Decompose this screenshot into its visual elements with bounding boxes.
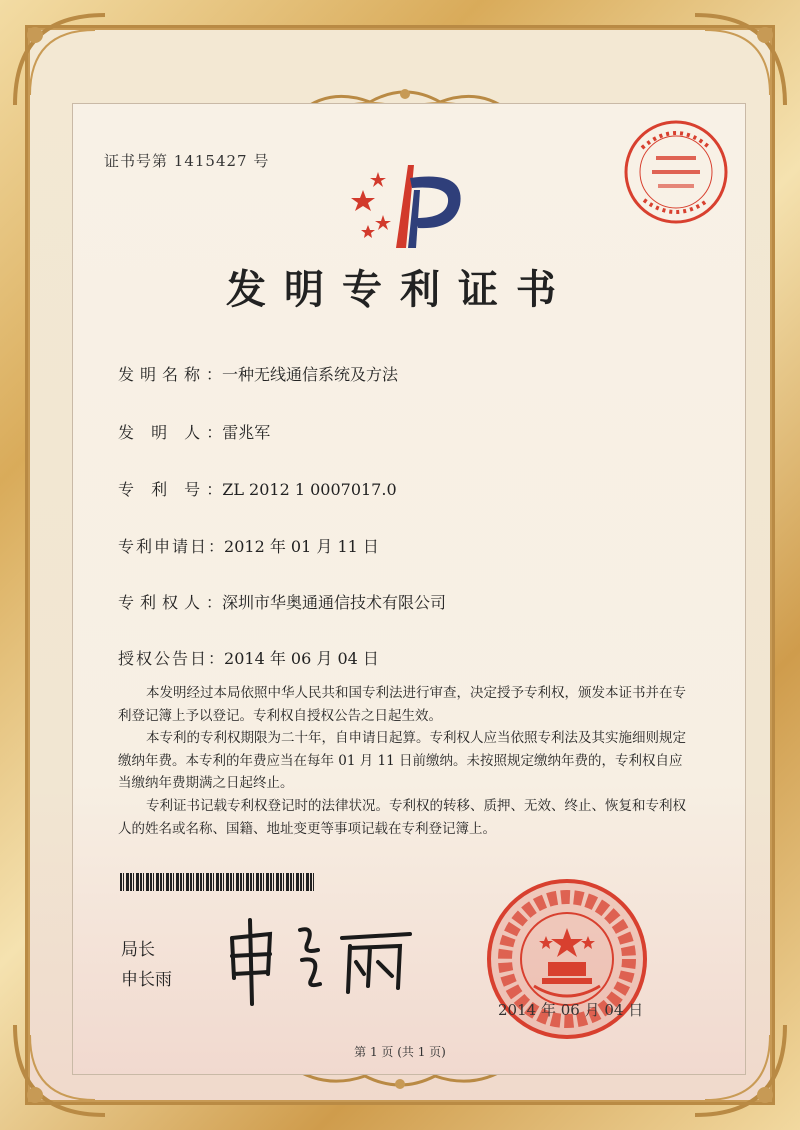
field-inventor: 发 明 人：雷兆军 [118,423,271,442]
ornament-top-left [5,5,115,115]
paragraph-1: 本发明经过本局依照中华人民共和国专利法进行审查，决定授予专利权，颁发本证书并在专利登记簿上予以登记。专利权自授权公告之日起生效。 [118,685,686,724]
field-invention-name: 发明名称：一种无线通信系统及方法 [118,365,399,384]
certificate-number: 证书号第 1415427 号 [104,152,270,170]
certificate-title: 发明专利证书 [226,267,574,313]
field-patentee: 专利权人：深圳市华奥通通信技术有限公司 [118,593,447,612]
field-application-date-value: 2012 年 01 月 11 日 [224,537,379,556]
director-name: 申长雨 [121,970,172,990]
field-invention-name-value: 一种无线通信系统及方法 [222,365,399,384]
field-patentee-value: 深圳市华奥通通信技术有限公司 [222,593,447,612]
field-patent-number-value: ZL 2012 1 0007017.0 [222,480,397,499]
patent-office-logo [348,160,468,250]
barcode [120,873,315,891]
paragraph-2: 本专利的专利权期限为二十年，自申请日起算。专利权人应当依照专利法及其实施细则规定缴纳年费。本专利的年费应当在每年 01 月 11 日前缴纳。未按照规定缴纳年费的，专利权自应当缴纳年费期满之日起终止。 [118,730,686,791]
field-inventor-value: 雷兆军 [222,423,271,442]
director-signature [222,908,422,1008]
ornament-top-right [685,5,795,115]
tax-stamp [622,118,730,226]
field-grant-announcement-date-value: 2014 年 06 月 04 日 [224,649,379,668]
field-application-date: 专利申请日：2012 年 01 月 11 日 [118,537,379,556]
grant-date: 2014 年 06 月 04 日 [498,1001,644,1019]
paragraph-3: 专利证书记载专利权登记时的法律状况。专利权的转移、质押、无效、终止、恢复和专利权人的姓名或名称、国籍、地址变更等事项记载在专利登记簿上。 [118,798,686,837]
page-footer: 第 1 页 (共 1 页) [354,1045,446,1059]
field-patent-number: 专 利 号：ZL 2012 1 0007017.0 [118,480,397,499]
field-grant-announcement-date: 授权公告日：2014 年 06 月 04 日 [118,649,379,668]
director-title: 局长 [121,940,155,960]
